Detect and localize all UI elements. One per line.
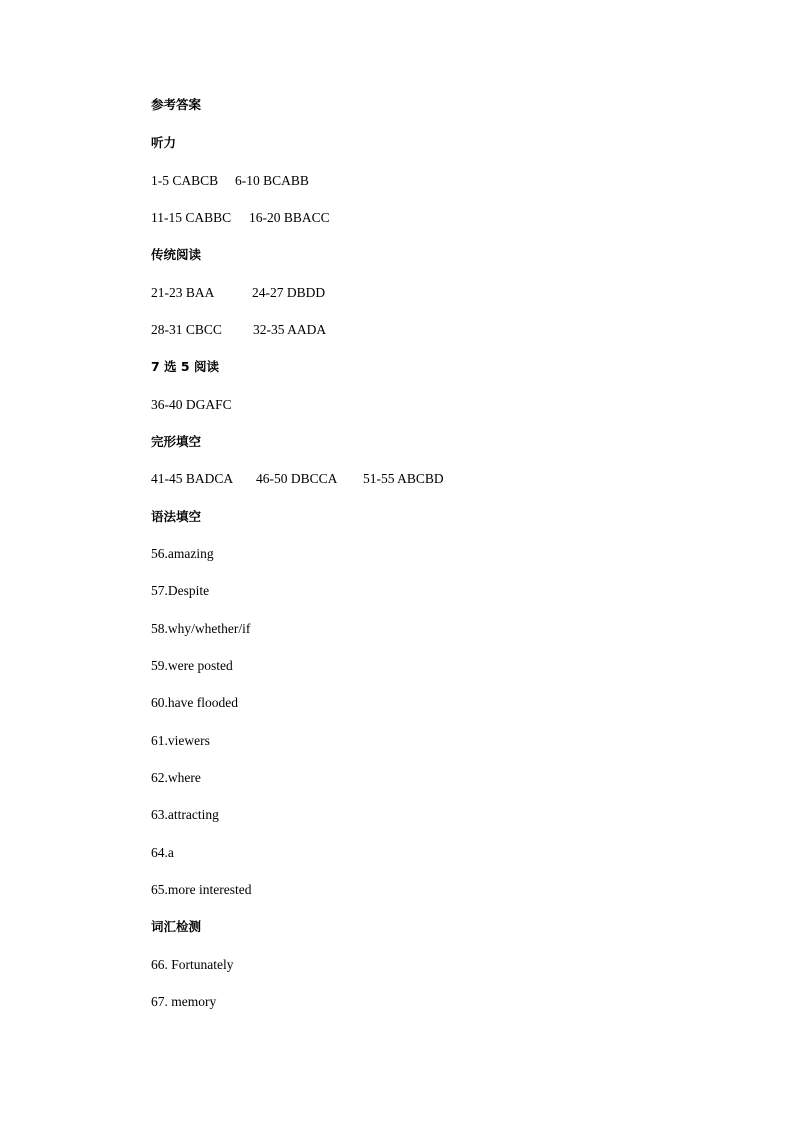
seven-choose-five-answer: 36-40 DGAFC — [151, 397, 232, 412]
answer-group: 1-5 CABCB — [151, 173, 219, 188]
grammar-answer: 57.Despite — [151, 583, 210, 598]
answer-group: 21-23 BAA — [151, 285, 215, 300]
grammar-answer: 59.were posted — [151, 658, 233, 673]
listening-heading: 听力 — [151, 135, 177, 150]
grammar-answer: 62.where — [151, 770, 201, 785]
page-title: 参考答案 — [151, 97, 202, 112]
traditional-reading-heading: 传统阅读 — [151, 247, 202, 262]
cloze-heading: 完形填空 — [151, 434, 202, 449]
answer-group: 32-35 AADA — [253, 322, 327, 337]
answer-group: 51-55 ABCBD — [363, 471, 444, 486]
grammar-answer: 64.a — [151, 845, 174, 860]
grammar-answer: 65.more interested — [151, 882, 252, 897]
vocabulary-heading: 词汇检测 — [151, 919, 202, 934]
answer-group: 16-20 BBACC — [249, 210, 330, 225]
vocabulary-answer: 66. Fortunately — [151, 957, 234, 972]
answer-group: 28-31 CBCC — [151, 322, 222, 337]
grammar-answer: 63.attracting — [151, 807, 219, 822]
seven-choose-five-heading: 7 选 5 阅读 — [151, 359, 219, 374]
grammar-fill-heading: 语法填空 — [151, 509, 202, 524]
grammar-answer: 61.viewers — [151, 733, 210, 748]
answer-group: 41-45 BADCA — [151, 471, 234, 486]
answer-group: 11-15 CABBC — [151, 210, 232, 225]
answer-group: 46-50 DBCCA — [256, 471, 338, 486]
grammar-answer: 60.have flooded — [151, 695, 238, 710]
answer-group: 6-10 BCABB — [235, 173, 309, 188]
grammar-answer: 58.why/whether/if — [151, 621, 251, 636]
vocabulary-answer: 67. memory — [151, 994, 217, 1009]
answer-group: 24-27 DBDD — [252, 285, 326, 300]
grammar-answer: 56.amazing — [151, 546, 214, 561]
